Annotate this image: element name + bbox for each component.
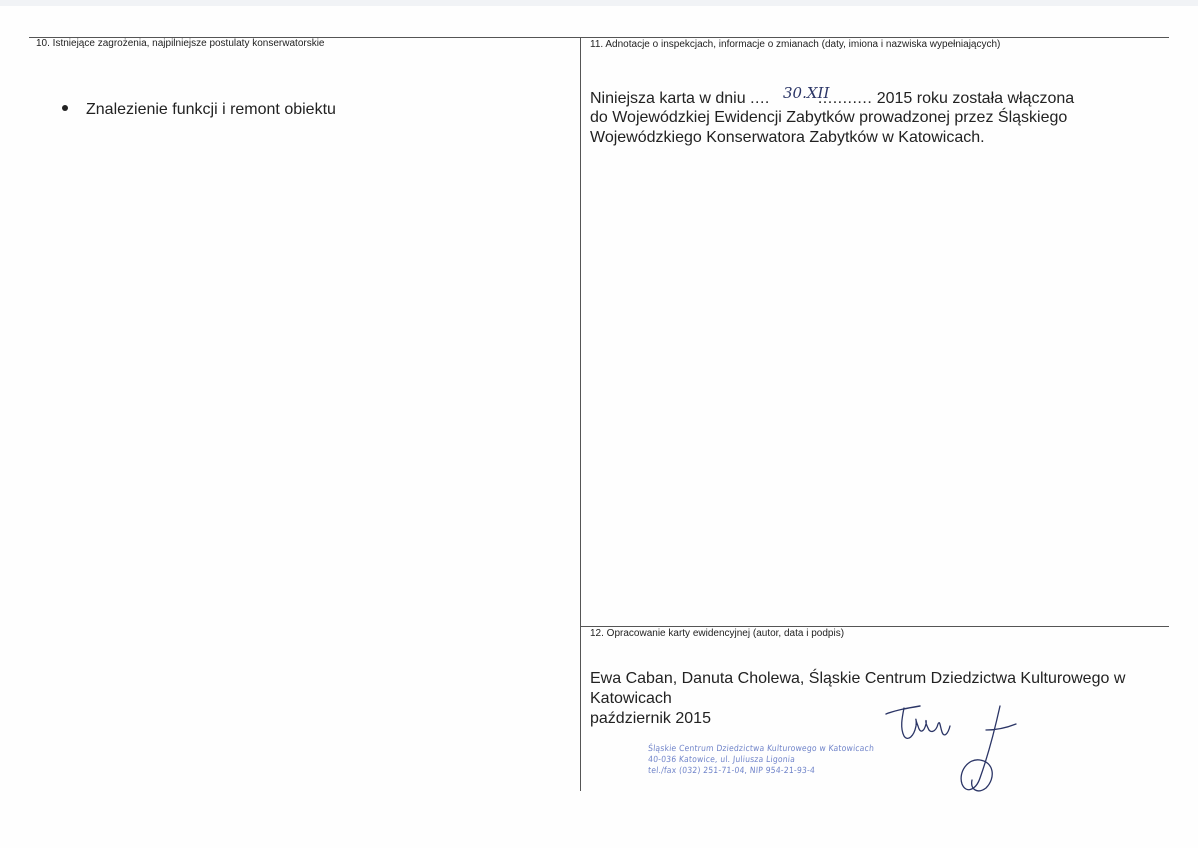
bullet-icon (62, 105, 68, 111)
institution-stamp (647, 744, 875, 777)
annotation-line-2: do Wojewódzkiej Ewidencji Zabytków prowadzonej przez Śląskiego (590, 109, 1068, 126)
author-line-1: Ewa Caban, Danuta Cholewa, Śląskie Centrum Dziedzictwa Kulturowego w (590, 670, 1126, 687)
author-date: październik 2015 (590, 710, 711, 727)
scan-edge (0, 0, 1198, 6)
section-11-label: 11. Adnotacje o inspekcjach, informacje o zmianach (daty, imiona i nazwiska wypełniających) (590, 39, 1001, 50)
annotation-line-1 (590, 89, 1074, 108)
section-10-label: 10. Istniejące zagrożenia, najpilniejsze postulaty konserwatorskie (36, 38, 325, 49)
date-dots-a: .... (750, 90, 770, 107)
annotation-suffix: 2015 roku została włączona (872, 90, 1075, 107)
stamp-line-1: Śląskie Centrum Dziedzictwa Kulturowego w Katowicach (647, 744, 875, 754)
list-item (62, 100, 336, 119)
stamp-line-3: tel./fax (032) 251-71-04, NIP 954-21-93-4 (647, 766, 816, 776)
annotation-line-3: Wojewódzkiego Konserwatora Zabytków w Katowicach. (590, 129, 985, 146)
author-line-2: Katowicach (590, 690, 672, 707)
column-divider (580, 37, 581, 791)
section-12-label: 12. Opracowanie karty ewidencyjnej (autor, data i podpis) (590, 628, 845, 639)
date-dots-b: ........... (817, 90, 873, 107)
stamp-line-2: 40-036 Katowice, ul. Juliusza Ligonia (647, 755, 796, 765)
handwritten-date: 30.XII (783, 84, 830, 102)
annotation-prefix: Niniejsza karta w dniu (590, 90, 751, 107)
signature-cholewa (950, 700, 1020, 800)
section-12-rule (580, 626, 1169, 627)
list-item-text: Znalezienie funkcji i remont obiektu (86, 101, 336, 118)
